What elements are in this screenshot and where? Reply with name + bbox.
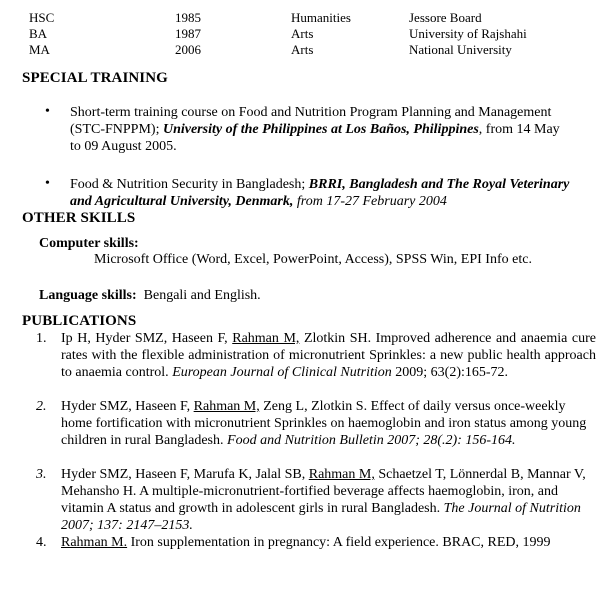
publication-citation: 2009; 63(2):165-72. xyxy=(391,365,509,380)
publication-title: Schaetzel T, Lönnerdal B, Mannar V, Mehansho H. A multiple-micronutrient-fortified beverage affects haemoglobin, iron, and vitamin A status and growth in adolescent girls in rural Bangladesh. xyxy=(61,467,586,516)
training-dates: from 17-27 February 2004 xyxy=(293,194,447,209)
subject: Arts xyxy=(291,42,314,57)
language-skills-value: Bengali and English. xyxy=(143,288,261,303)
computer-skills-label: Computer skills: xyxy=(39,236,139,251)
institution: University of Rajshahi xyxy=(409,26,527,41)
training-institution: BRRI, Bangladesh and The Royal Veterinary and Agricultural University, Denmark, xyxy=(70,177,570,209)
year: 2006 xyxy=(175,42,201,57)
subject: Humanities xyxy=(291,10,351,25)
publication-authors: Hyder SMZ, Haseen F, Marufa K, Jalal SB, xyxy=(61,467,309,482)
publication-authors: Hyder SMZ, Haseen F, xyxy=(61,399,194,414)
publication-journal: European Journal of Clinical Nutrition xyxy=(172,365,392,380)
publication-number: 3. xyxy=(36,467,47,482)
publications-heading: PUBLICATIONS xyxy=(22,313,137,329)
computer-skills-value: Microsoft Office (Word, Excel, PowerPoint, Access), SPSS Win, EPI Info etc. xyxy=(94,252,532,267)
publication-highlight-author: Rahman M. xyxy=(61,535,128,550)
other-skills-heading: OTHER SKILLS xyxy=(22,210,136,226)
bullet-icon: • xyxy=(45,176,50,191)
bullet-icon: • xyxy=(45,104,50,119)
training-dates: , from 14 May to 09 August 2005. xyxy=(70,122,560,154)
special-training-heading: SPECIAL TRAINING xyxy=(22,70,168,86)
publication-title: Iron supplementation in pregnancy: A field experience. BRAC, RED, 1999 xyxy=(127,535,551,550)
publication-journal: The Journal of Nutrition 2007; 137: 2147–2153. xyxy=(61,501,581,533)
publication-highlight-author: Rahman M, xyxy=(193,399,260,414)
publication-title: Zlotkin SH. Improved adherence and anaemia cure rates with the flexible administration of micronutrient Sprinkles: a new public health approach to anaemia control. xyxy=(61,331,596,380)
publication-authors: Ip H, Hyder SMZ, Haseen F, xyxy=(61,331,233,346)
language-skills xyxy=(39,288,261,304)
degree: BA xyxy=(29,26,48,41)
institution: National University xyxy=(409,42,512,57)
institution: Jessore Board xyxy=(409,10,482,25)
training-text: Food & Nutrition Security in Bangladesh; xyxy=(70,177,309,192)
publication-highlight-author: Rahman M, xyxy=(308,467,375,482)
training-item xyxy=(70,104,570,155)
training-institution: University of the Philippines at Los Baños, Philippines xyxy=(162,122,479,137)
year: 1985 xyxy=(175,10,201,25)
language-skills-label: Language skills: xyxy=(39,288,137,303)
publication-title: Zeng L, Zlotkin S. Effect of daily versus once-weekly home fortification with micronutrient Sprinkles on haemoglobin and iron status among young children in rural Bangladesh. xyxy=(61,399,587,448)
training-item xyxy=(70,176,570,210)
publication-highlight-author: Rahman M, xyxy=(232,331,300,346)
publication-journal: Food and Nutrition Bulletin 2007; 28(.2): 156-164. xyxy=(227,433,516,448)
degree: MA xyxy=(29,42,50,57)
publication-number: 1. xyxy=(36,331,47,346)
subject: Arts xyxy=(291,26,314,41)
publication-number: 2. xyxy=(36,399,47,414)
publication-number: 4. xyxy=(36,535,47,550)
degree: HSC xyxy=(29,10,55,25)
year: 1987 xyxy=(175,26,201,41)
training-text: Short-term training course on Food and Nutrition Program Planning and Management (STC-FNPPM); xyxy=(70,105,552,137)
